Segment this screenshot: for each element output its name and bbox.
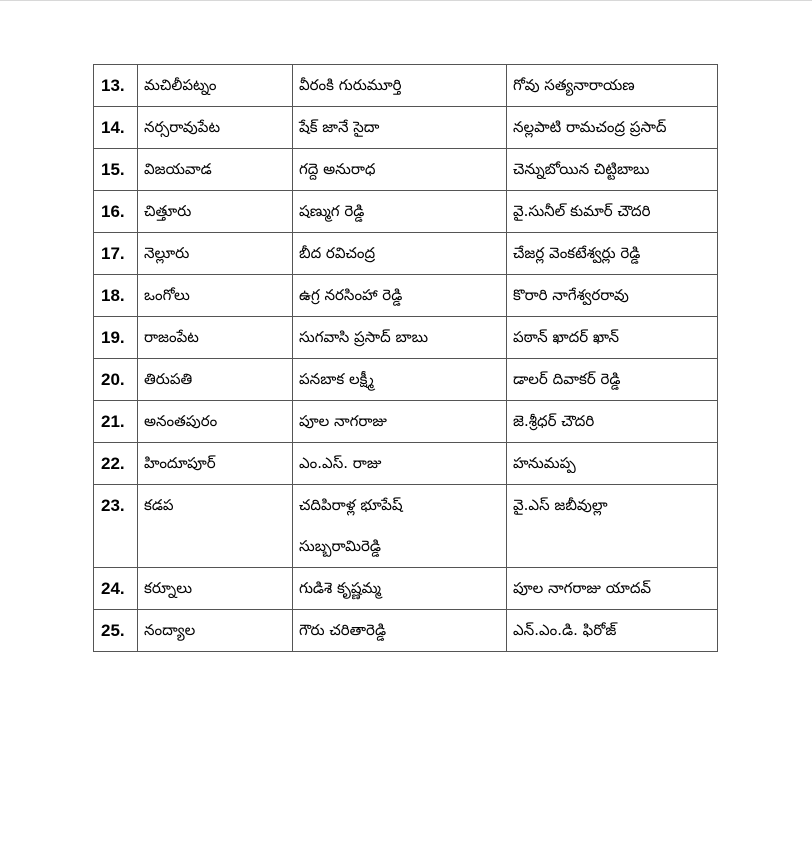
row-number: 17. (94, 233, 138, 275)
candidate-a-cell: పనబాక లక్ష్మీ (293, 359, 507, 401)
constituency-cell: ఒంగోలు (138, 275, 293, 317)
row-number: 24. (94, 568, 138, 610)
constituency-cell: చిత్తూరు (138, 191, 293, 233)
row-number: 16. (94, 191, 138, 233)
candidate-a-cell: ఉగ్ర నరసింహా రెడ్డి (293, 275, 507, 317)
row-number: 18. (94, 275, 138, 317)
page-top-border (0, 0, 812, 1)
candidate-a-cell: గౌరు చరితారెడ్డి (293, 610, 507, 652)
candidate-b-cell: కొరారి నాగేశ్వరరావు (507, 275, 718, 317)
candidate-a-cell: వీరంకి గురుమూర్తి (293, 65, 507, 107)
table-row (94, 275, 718, 317)
table-row (94, 107, 718, 149)
constituency-cell: అనంతపురం (138, 401, 293, 443)
candidates-table-body (94, 65, 718, 652)
candidates-table (93, 64, 718, 652)
row-number: 14. (94, 107, 138, 149)
constituency-cell: నంద్యాల (138, 610, 293, 652)
candidate-a-cell: ఎం.ఎస్. రాజు (293, 443, 507, 485)
candidate-a-line: చదిపిరాళ్ల భూపేష్ (299, 496, 403, 514)
table-row (94, 233, 718, 275)
candidate-b-cell: చెన్నుబోయిన చిట్టిబాబు (507, 149, 718, 191)
row-number: 22. (94, 443, 138, 485)
candidate-b-cell: గోవు సత్యనారాయణ (507, 65, 718, 107)
row-number: 13. (94, 65, 138, 107)
table-row (94, 65, 718, 107)
table-row (94, 610, 718, 652)
constituency-cell: కర్నూలు (138, 568, 293, 610)
constituency-cell: హిందూపూర్ (138, 443, 293, 485)
table-row (94, 191, 718, 233)
candidate-b-cell: పఠాన్ ఖాదర్ ఖాన్ (507, 317, 718, 359)
candidate-a-line: సుబ్బరామిరెడ్డి (299, 537, 381, 555)
candidate-b-cell: వై.ఎస్ జబీవుల్లా (507, 485, 718, 568)
candidate-a-cell: పూల నాగరాజు (293, 401, 507, 443)
candidate-b-cell: జె.శ్రీధర్ చౌదరి (507, 401, 718, 443)
candidate-a-cell: షేక్ జానే సైదా (293, 107, 507, 149)
row-number: 21. (94, 401, 138, 443)
candidate-b-cell: హనుమప్ప (507, 443, 718, 485)
row-number: 20. (94, 359, 138, 401)
table-row (94, 149, 718, 191)
candidate-a-cell: గుడిశె కృష్ణమ్మ (293, 568, 507, 610)
candidate-a-cell: గద్దె అనురాధ (293, 149, 507, 191)
candidate-b-cell: వై.సునీల్ కుమార్ చౌదరి (507, 191, 718, 233)
table-row (94, 317, 718, 359)
table-row (94, 443, 718, 485)
table-row (94, 568, 718, 610)
table-row (94, 485, 718, 568)
row-number: 15. (94, 149, 138, 191)
candidate-b-cell: డాలర్ దివాకర్ రెడ్డి (507, 359, 718, 401)
constituency-cell: తిరుపతి (138, 359, 293, 401)
candidate-a-cell: షణ్ముగ రెడ్డి (293, 191, 507, 233)
constituency-cell: కడప (138, 485, 293, 568)
row-number: 23. (94, 485, 138, 568)
table-row (94, 359, 718, 401)
candidate-b-cell: ఎన్.ఎం.డి. ఫిరోజ్ (507, 610, 718, 652)
candidate-b-cell: నల్లపాటి రామచంద్ర ప్రసాద్ (507, 107, 718, 149)
table-row (94, 401, 718, 443)
candidate-a-cell (293, 485, 507, 568)
row-number: 25. (94, 610, 138, 652)
candidate-a-cell: సుగవాసి ప్రసాద్ బాబు (293, 317, 507, 359)
constituency-cell: విజయవాడ (138, 149, 293, 191)
constituency-cell: రాజంపేట (138, 317, 293, 359)
candidate-b-cell: పూల నాగరాజు యాదవ్ (507, 568, 718, 610)
candidates-table-container (93, 64, 718, 652)
constituency-cell: నెల్లూరు (138, 233, 293, 275)
candidate-a-cell: బీద రవిచంద్ర (293, 233, 507, 275)
constituency-cell: నర్సరావుపేట (138, 107, 293, 149)
candidate-b-cell: చేజర్ల వెంకటేశ్వర్లు రెడ్డి (507, 233, 718, 275)
row-number: 19. (94, 317, 138, 359)
constituency-cell: మచిలీపట్నం (138, 65, 293, 107)
